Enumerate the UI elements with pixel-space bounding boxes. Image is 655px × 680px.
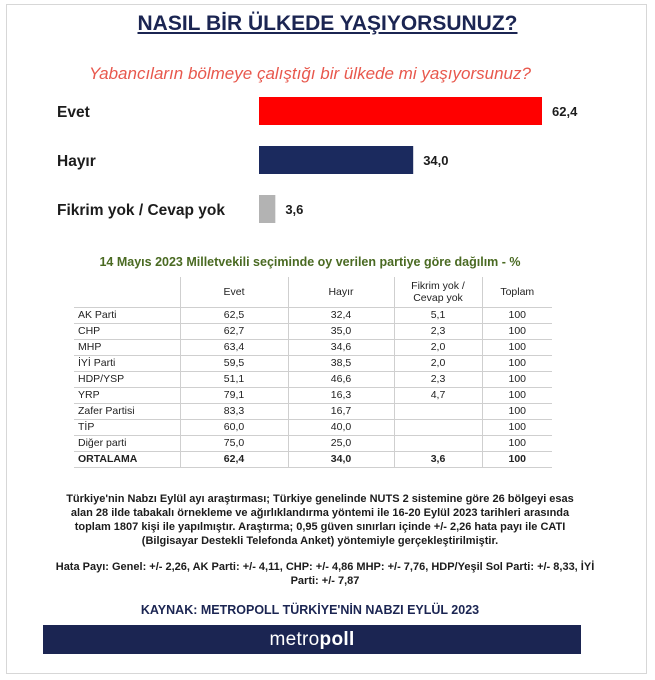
table-cell-party: Diğer parti (74, 436, 180, 452)
bar-category-label: Evet (57, 104, 90, 121)
table-cell-party: İYİ Parti (74, 356, 180, 372)
bar-category-label: Hayır (57, 153, 96, 170)
table-cell-no-opinion: 2,0 (394, 340, 482, 356)
table-cell-total: 100 (482, 356, 552, 372)
table-cell-yes: 79,1 (180, 388, 288, 404)
table-row (74, 308, 552, 324)
table-cell-party: CHP (74, 324, 180, 340)
table-cell-total: 100 (482, 340, 552, 356)
table-row (74, 388, 552, 404)
table-cell-no-opinion: 2,0 (394, 356, 482, 372)
table-cell-no: 34,6 (288, 340, 394, 356)
metropoll-logo (43, 625, 581, 654)
table-cell-party: ORTALAMA (74, 452, 180, 468)
survey-question: Yabancıların bölmeye çalıştığı bir ülkede mi yaşıyorsunuz? (89, 64, 531, 83)
table-cell-party: HDP/YSP (74, 372, 180, 388)
table-cell-no: 32,4 (288, 308, 394, 324)
bar-value-label: 62,4 (552, 104, 578, 119)
table-cell-no: 40,0 (288, 420, 394, 436)
table-cell-no: 46,6 (288, 372, 394, 388)
table-cell-yes: 59,5 (180, 356, 288, 372)
main-title: NASIL BİR ÜLKEDE YAŞIYORSUNUZ? (137, 12, 518, 35)
bar-0 (259, 97, 542, 125)
table-cell-no: 35,0 (288, 324, 394, 340)
table-cell-party: YRP (74, 388, 180, 404)
table-cell-total: 100 (482, 388, 552, 404)
table-cell-no-opinion (394, 436, 482, 452)
table-cell-party: AK Parti (74, 308, 180, 324)
table-row (74, 356, 552, 372)
bar-2 (259, 195, 275, 223)
table-cell-total: 100 (482, 372, 552, 388)
table-cell-yes: 60,0 (180, 420, 288, 436)
table-cell-yes: 62,4 (180, 452, 288, 468)
table-header-party (74, 277, 180, 308)
table-row (74, 340, 552, 356)
table-cell-party: MHP (74, 340, 180, 356)
table-cell-no-opinion (394, 404, 482, 420)
bar-value-label: 34,0 (423, 153, 449, 168)
table-subtitle: 14 Mayıs 2023 Milletvekili seçiminde oy verilen partiye göre dağılım - % (99, 255, 521, 269)
table-cell-total: 100 (482, 436, 552, 452)
table-cell-yes: 63,4 (180, 340, 288, 356)
table-cell-no-opinion: 2,3 (394, 372, 482, 388)
table-cell-no-opinion: 5,1 (394, 308, 482, 324)
table-row (74, 436, 552, 452)
table-cell-no: 16,3 (288, 388, 394, 404)
table-header-total: Toplam (482, 277, 552, 308)
table-cell-yes: 75,0 (180, 436, 288, 452)
table-average-row (74, 452, 552, 468)
table-row (74, 324, 552, 340)
table-cell-party: TİP (74, 420, 180, 436)
table-row (74, 404, 552, 420)
logo-text-metro: metro (269, 629, 320, 650)
table-row (74, 372, 552, 388)
table-cell-total: 100 (482, 452, 552, 468)
table-cell-party: Zafer Partisi (74, 404, 180, 420)
bar-chart (0, 88, 655, 248)
table-row (74, 420, 552, 436)
table-header-yes: Evet (180, 277, 288, 308)
table-cell-yes: 51,1 (180, 372, 288, 388)
table-header-row (74, 277, 552, 308)
table-cell-no-opinion: 3,6 (394, 452, 482, 468)
results-table (74, 277, 552, 468)
table-header-no: Hayır (288, 277, 394, 308)
table-cell-yes: 62,7 (180, 324, 288, 340)
bar-category-label: Fikrim yok / Cevap yok (57, 202, 225, 219)
table-cell-no: 25,0 (288, 436, 394, 452)
table-cell-no-opinion: 4,7 (394, 388, 482, 404)
table-header-no-opinion: Fikrim yok / Cevap yok (394, 277, 482, 308)
table-cell-no-opinion (394, 420, 482, 436)
margin-of-error-note: Hata Payı: Genel: +/- 2,26, AK Parti: +/- 4,11, CHP: +/- 4,86 MHP: +/- 7,76, HDP/Yeşil Sol Parti: +/- 8,33, İYİ Parti: +/- 7,87 (55, 561, 595, 587)
table-cell-yes: 83,3 (180, 404, 288, 420)
source-note: KAYNAK: METROPOLL TÜRKİYE'NİN NABZI EYLÜL 2023 (140, 603, 480, 617)
bar-value-label: 3,6 (285, 202, 304, 217)
table-cell-total: 100 (482, 420, 552, 436)
table-cell-no-opinion: 2,3 (394, 324, 482, 340)
table-cell-yes: 62,5 (180, 308, 288, 324)
table-cell-no: 34,0 (288, 452, 394, 468)
methodology-note: Türkiye'nin Nabzı Eylül ayı araştırması; Türkiye genelinde NUTS 2 sistemine göre 26 bölgeyi esas alan 28 ilde tabakalı örnekleme ve ağırlıklandırma yöntemi ile 16-20 Eylül 2023 tarihleri arasında toplam 1807 kişi ile yapılmıştır. Araştırma; 0,95 güven sınırları içinde +/- 2,26 hata payı ile CATI (Bilgisayar Destekli Telefonda Anket) yöntemiyle gerçekleştirilmiştir. (66, 493, 574, 547)
table-cell-no: 16,7 (288, 404, 394, 420)
table-cell-total: 100 (482, 308, 552, 324)
bar-1 (259, 146, 413, 174)
table-cell-total: 100 (482, 404, 552, 420)
logo-text-poll: poll (319, 629, 355, 650)
table-cell-total: 100 (482, 324, 552, 340)
table-cell-no: 38,5 (288, 356, 394, 372)
